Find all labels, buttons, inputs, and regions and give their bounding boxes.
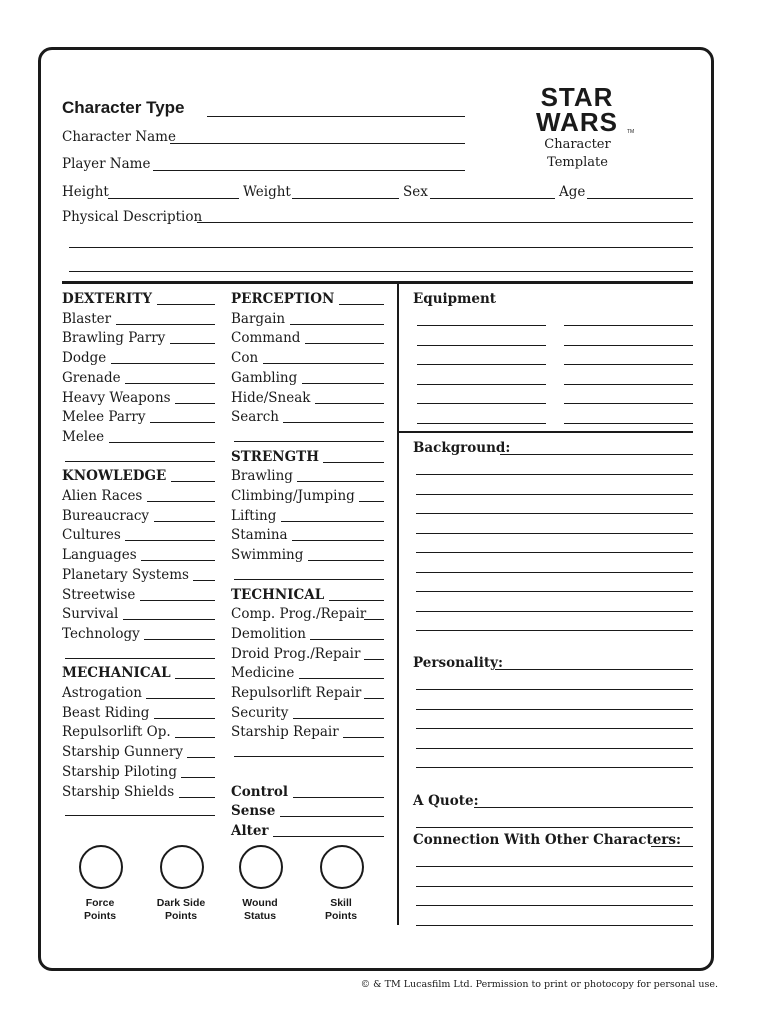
skill-field[interactable] bbox=[290, 324, 384, 325]
force-points-circle[interactable] bbox=[79, 845, 123, 889]
skill-field[interactable] bbox=[292, 540, 384, 541]
skill-label: Brawling Parry bbox=[62, 330, 166, 347]
connection-line[interactable] bbox=[416, 925, 693, 926]
player-name-label: Player Name bbox=[62, 156, 151, 172]
force-skill-field[interactable] bbox=[293, 797, 384, 798]
section-divider bbox=[62, 281, 693, 284]
force-skill-label: Alter bbox=[231, 822, 269, 839]
skill-field[interactable] bbox=[147, 501, 215, 502]
equipment-field[interactable] bbox=[417, 364, 546, 365]
quote-field[interactable] bbox=[474, 807, 693, 808]
force-skill-field[interactable] bbox=[273, 836, 384, 837]
dark-side-points-label: Dark Side Points bbox=[156, 897, 206, 922]
skill-label: Beast Riding bbox=[62, 704, 150, 721]
skill-field[interactable] bbox=[364, 698, 384, 699]
personality-line[interactable] bbox=[416, 728, 693, 729]
extra-skill-field[interactable] bbox=[65, 815, 215, 816]
dexterity-field[interactable] bbox=[157, 304, 215, 305]
skill-label: Astrogation bbox=[62, 685, 142, 701]
skill-label: Starship Shields bbox=[62, 783, 175, 800]
mechanical-heading: MECHANICAL bbox=[62, 665, 171, 682]
skill-field[interactable] bbox=[281, 521, 384, 522]
logo-star-text: STAR bbox=[540, 82, 614, 112]
height-field[interactable] bbox=[108, 198, 239, 199]
logo-subtitle-line1: Character bbox=[544, 137, 611, 152]
connection-line[interactable] bbox=[416, 905, 693, 906]
equipment-field[interactable] bbox=[564, 364, 693, 365]
dexterity-heading: DEXTERITY bbox=[62, 291, 153, 307]
skill-field[interactable] bbox=[175, 403, 215, 404]
perception-field[interactable] bbox=[339, 304, 384, 305]
skill-label: Con bbox=[231, 350, 259, 367]
weight-label: Weight bbox=[243, 184, 291, 200]
star-wars-logo bbox=[520, 82, 635, 136]
extra-skill-field[interactable] bbox=[65, 461, 215, 462]
background-line[interactable] bbox=[416, 572, 693, 573]
skill-field[interactable] bbox=[154, 521, 215, 522]
skill-label: Cultures bbox=[62, 527, 121, 544]
copyright-footer: © & TM Lucasfilm Ltd. Permission to print or photocopy for personal use. bbox=[360, 979, 718, 990]
connection-field[interactable] bbox=[651, 846, 693, 847]
skill-label: Grenade bbox=[62, 369, 121, 386]
background-line[interactable] bbox=[416, 552, 693, 553]
equipment-field[interactable] bbox=[564, 345, 693, 346]
skill-label: Climbing/Jumping bbox=[231, 488, 355, 504]
skill-field[interactable] bbox=[144, 639, 215, 640]
character-type-label: Character Type bbox=[62, 98, 185, 117]
character-name-label: Character Name bbox=[62, 129, 176, 145]
equipment-heading: Equipment bbox=[413, 291, 497, 307]
skill-label: Starship Gunnery bbox=[62, 744, 183, 761]
background-line[interactable] bbox=[416, 533, 693, 534]
skill-field[interactable] bbox=[181, 777, 215, 778]
logo-tm-text: TM bbox=[627, 129, 635, 135]
background-line[interactable] bbox=[416, 494, 693, 495]
skill-label: Survival bbox=[62, 606, 119, 623]
force-points-label: Force Points bbox=[83, 897, 117, 922]
background-line[interactable] bbox=[416, 513, 693, 514]
skill-label: Swimming bbox=[231, 547, 304, 564]
equipment-field[interactable] bbox=[564, 384, 693, 385]
skill-label: Starship Repair bbox=[231, 724, 339, 741]
skill-field[interactable] bbox=[150, 422, 215, 423]
skill-label: Bargain bbox=[231, 310, 286, 327]
mechanical-field[interactable] bbox=[175, 678, 215, 679]
skill-field[interactable] bbox=[116, 324, 215, 325]
background-heading: Background: bbox=[413, 440, 511, 456]
skill-field[interactable] bbox=[187, 757, 215, 758]
equipment-field[interactable] bbox=[417, 345, 546, 346]
personality-line[interactable] bbox=[416, 748, 693, 749]
skill-field[interactable] bbox=[109, 442, 215, 443]
sex-label: Sex bbox=[403, 184, 428, 200]
player-name-field[interactable] bbox=[153, 170, 465, 171]
skill-label: Heavy Weapons bbox=[62, 389, 171, 406]
character-name-field[interactable] bbox=[170, 143, 465, 144]
skill-label: Blaster bbox=[62, 310, 112, 327]
skill-label: Demolition bbox=[231, 625, 306, 642]
physical-description-field[interactable] bbox=[197, 222, 693, 223]
background-line[interactable] bbox=[416, 591, 693, 592]
skill-label: Planetary Systems bbox=[62, 566, 189, 583]
strength-field[interactable] bbox=[323, 462, 384, 463]
skill-field[interactable] bbox=[125, 383, 215, 384]
connection-heading: Connection With Other Characters: bbox=[413, 832, 681, 848]
skill-field[interactable] bbox=[299, 678, 384, 679]
skill-label: Alien Races bbox=[62, 488, 143, 504]
skill-label: Repulsorlift Repair bbox=[231, 685, 362, 701]
logo-subtitle-line2: Template bbox=[547, 155, 608, 170]
equipment-field[interactable] bbox=[417, 423, 546, 424]
equipment-field[interactable] bbox=[417, 384, 546, 385]
age-label: Age bbox=[559, 184, 586, 200]
character-type-field[interactable] bbox=[207, 116, 465, 117]
extra-skill-field[interactable] bbox=[65, 658, 215, 659]
skill-field[interactable] bbox=[308, 560, 384, 561]
skill-label: Languages bbox=[62, 547, 137, 564]
technical-heading: TECHNICAL bbox=[231, 586, 325, 603]
equipment-field[interactable] bbox=[417, 403, 546, 404]
equipment-field[interactable] bbox=[564, 423, 693, 424]
skill-label: Dodge bbox=[62, 350, 107, 367]
personality-field[interactable] bbox=[495, 669, 693, 670]
extra-skill-field[interactable] bbox=[234, 441, 384, 442]
skill-field[interactable] bbox=[297, 481, 384, 482]
knowledge-heading: KNOWLEDGE bbox=[62, 468, 167, 485]
force-skill-field[interactable] bbox=[280, 816, 384, 817]
weight-field[interactable] bbox=[292, 198, 399, 199]
skill-field[interactable] bbox=[111, 363, 215, 364]
equipment-field[interactable] bbox=[417, 325, 546, 326]
skill-field[interactable] bbox=[125, 540, 215, 541]
personality-line[interactable] bbox=[416, 709, 693, 710]
physical-description-line[interactable] bbox=[69, 271, 693, 272]
skill-label: Stamina bbox=[231, 527, 288, 544]
skill-field[interactable] bbox=[123, 619, 215, 620]
background-line[interactable] bbox=[416, 474, 693, 475]
skill-label: Melee Parry bbox=[62, 409, 146, 426]
skill-label: Search bbox=[231, 409, 279, 426]
skill-label: Gambling bbox=[231, 369, 298, 386]
quote-heading: A Quote: bbox=[413, 793, 479, 809]
skill-field[interactable] bbox=[305, 343, 384, 344]
skill-field[interactable] bbox=[315, 403, 384, 404]
force-skill-label: Control bbox=[231, 783, 289, 800]
background-line[interactable] bbox=[416, 611, 693, 612]
skill-label: Technology bbox=[62, 625, 140, 642]
skill-field[interactable] bbox=[140, 600, 215, 601]
skill-label: Streetwise bbox=[62, 586, 136, 603]
skill-label: Comp. Prog./Repair bbox=[231, 606, 367, 623]
wound-status-label: Wound Status bbox=[242, 897, 278, 922]
wound-status-circle[interactable] bbox=[239, 845, 283, 889]
skill-label: Melee bbox=[62, 428, 105, 445]
logo-wars-text: WARS bbox=[536, 107, 618, 136]
skill-field[interactable] bbox=[141, 560, 215, 561]
skill-field[interactable] bbox=[146, 698, 215, 699]
equipment-divider bbox=[399, 431, 693, 433]
strength-heading: STRENGTH bbox=[231, 448, 319, 465]
age-field[interactable] bbox=[587, 198, 693, 199]
physical-description-line[interactable] bbox=[69, 247, 693, 248]
skill-field[interactable] bbox=[364, 659, 384, 660]
skill-label: Brawling bbox=[231, 468, 293, 485]
skill-points-label: Skill Points bbox=[324, 897, 358, 922]
personality-line[interactable] bbox=[416, 767, 693, 768]
skill-field[interactable] bbox=[359, 501, 384, 502]
skill-label: Hide/Sneak bbox=[231, 389, 311, 406]
skill-points-circle[interactable] bbox=[320, 845, 364, 889]
knowledge-field[interactable] bbox=[171, 481, 215, 482]
equipment-field[interactable] bbox=[564, 403, 693, 404]
sex-field[interactable] bbox=[430, 198, 555, 199]
dark-side-points-circle[interactable] bbox=[160, 845, 204, 889]
personality-heading: Personality: bbox=[413, 655, 503, 671]
height-label: Height bbox=[62, 184, 109, 200]
skill-field[interactable] bbox=[310, 639, 384, 640]
skill-field[interactable] bbox=[193, 580, 215, 581]
skill-label: Starship Piloting bbox=[62, 763, 177, 780]
physical-description-label: Physical Description bbox=[62, 209, 203, 225]
perception-heading: PERCEPTION bbox=[231, 291, 335, 307]
skill-label: Bureaucracy bbox=[62, 507, 150, 524]
skill-field[interactable] bbox=[293, 718, 384, 719]
skill-field[interactable] bbox=[263, 363, 384, 364]
extra-skill-field[interactable] bbox=[234, 756, 384, 757]
equipment-field[interactable] bbox=[564, 325, 693, 326]
extra-skill-field[interactable] bbox=[234, 579, 384, 580]
skill-label: Droid Prog./Repair bbox=[231, 645, 361, 662]
skill-field[interactable] bbox=[283, 422, 384, 423]
skill-field[interactable] bbox=[175, 737, 215, 738]
background-line[interactable] bbox=[416, 630, 693, 631]
logo-subtitle bbox=[520, 136, 635, 172]
skill-label: Security bbox=[231, 704, 289, 721]
force-skill-label: Sense bbox=[231, 803, 276, 820]
skill-field[interactable] bbox=[170, 343, 215, 344]
connection-line[interactable] bbox=[416, 886, 693, 887]
skill-field[interactable] bbox=[302, 383, 384, 384]
personality-line[interactable] bbox=[416, 689, 693, 690]
skill-field[interactable] bbox=[343, 737, 384, 738]
technical-field[interactable] bbox=[329, 600, 384, 601]
quote-line[interactable] bbox=[416, 827, 693, 828]
skill-field[interactable] bbox=[179, 797, 215, 798]
skill-label: Repulsorlift Op. bbox=[62, 724, 171, 741]
column-divider bbox=[397, 283, 399, 925]
skill-field[interactable] bbox=[364, 619, 384, 620]
skill-field[interactable] bbox=[154, 718, 215, 719]
skill-label: Medicine bbox=[231, 665, 295, 682]
skill-label: Lifting bbox=[231, 507, 277, 524]
connection-line[interactable] bbox=[416, 866, 693, 867]
skill-label: Command bbox=[231, 330, 301, 347]
background-field[interactable] bbox=[500, 454, 693, 455]
